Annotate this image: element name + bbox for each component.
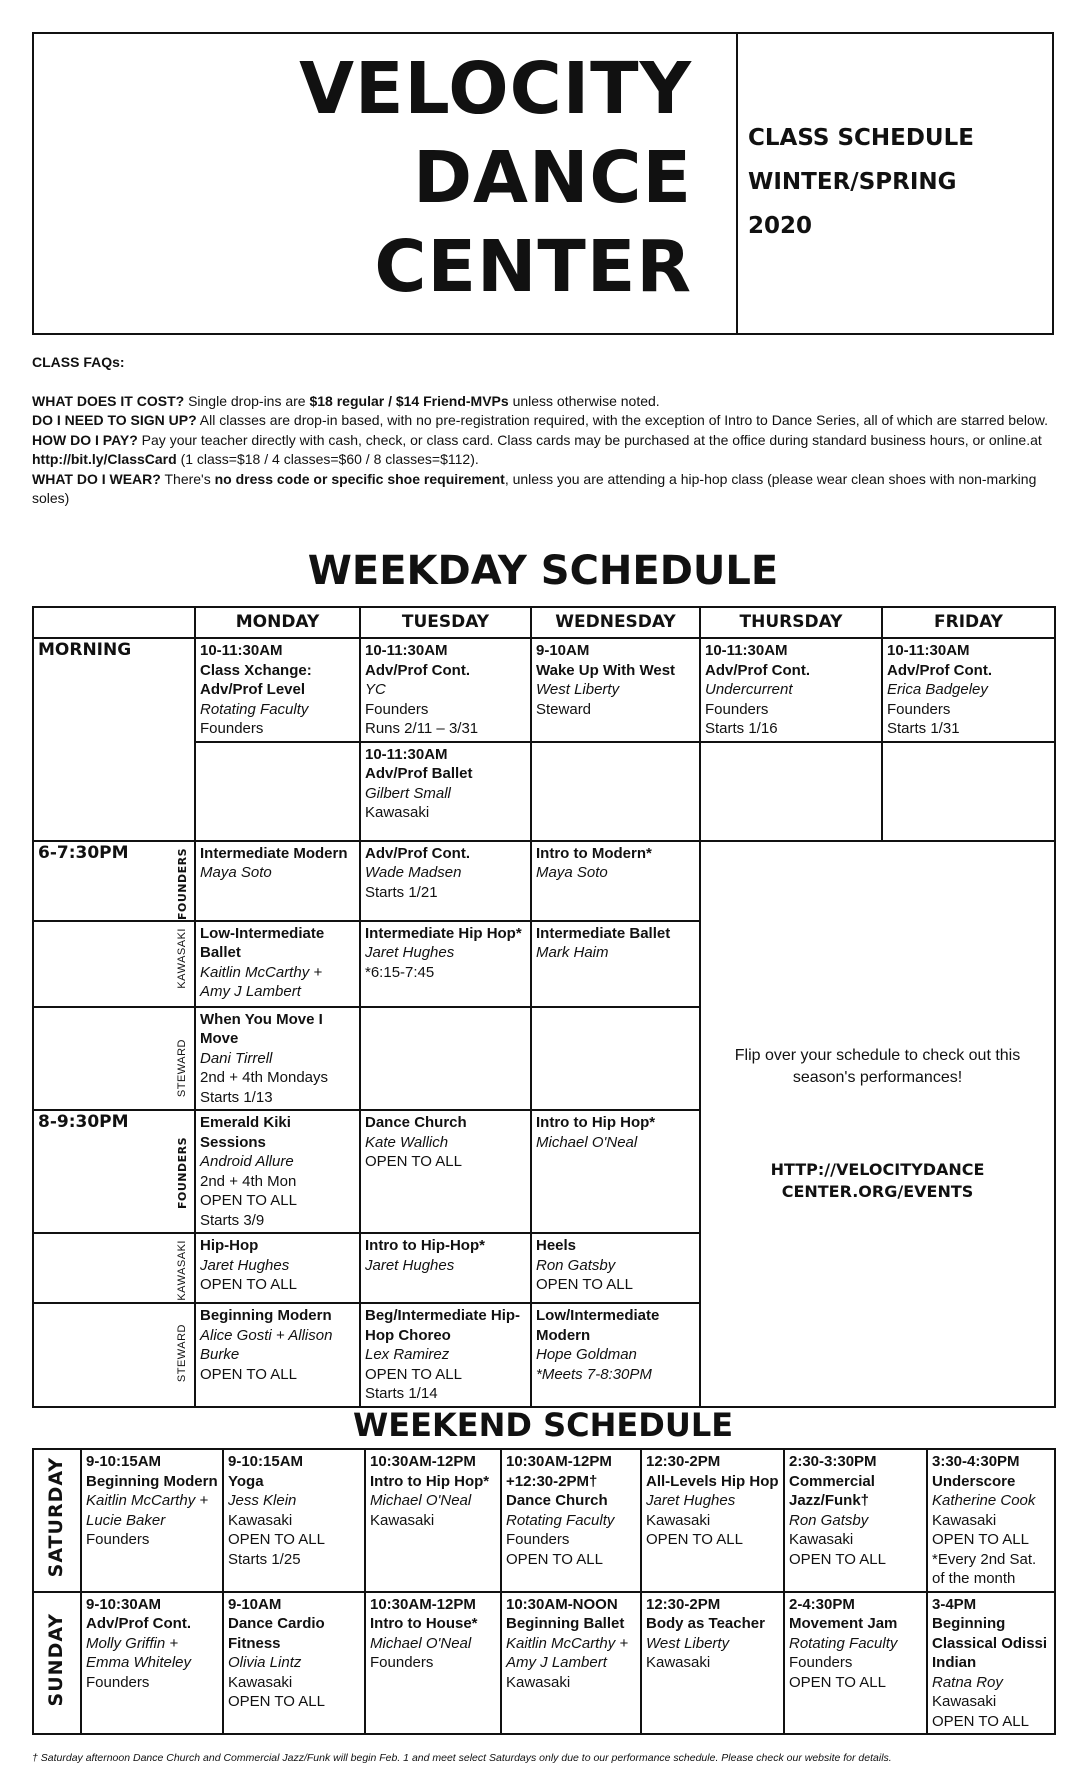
class-cell [360, 1303, 531, 1407]
class-name: When You Move I Move [200, 1010, 323, 1047]
instructor: Rotating Faculty [200, 700, 309, 718]
studio-label [173, 848, 193, 926]
class-cell [784, 1449, 927, 1592]
studio-row-label [33, 1233, 195, 1303]
day-header: THURSDAY [700, 607, 882, 638]
class-time: 9-10:15AM [228, 1453, 304, 1470]
class-cell [360, 1233, 531, 1303]
class-name: Low-Intermediate Ballet [200, 924, 325, 961]
day-header: TUESDAY [360, 607, 531, 638]
class-note: *6:15-7:45 [365, 963, 435, 981]
header-divider [736, 34, 738, 333]
class-cell [195, 1303, 360, 1407]
studio: Steward [536, 700, 592, 718]
instructor: Mark Haim [536, 944, 609, 961]
studio: Kawasaki [228, 1673, 293, 1691]
faq-question: WHAT DO I WEAR? [32, 470, 161, 487]
weekday-table [32, 606, 1056, 1408]
class-time: 10:30AM-12PM [370, 1453, 476, 1470]
instructor: Wade Madsen [365, 864, 462, 881]
class-cell [531, 841, 700, 921]
subtitle-line: WINTER/SPRING [748, 169, 957, 195]
class-name: Wake Up With West [536, 661, 676, 679]
class-name: Commercial Jazz/Funk† [789, 1472, 875, 1509]
studio: Kawasaki [789, 1531, 854, 1548]
class-time: 9-10AM [536, 642, 590, 659]
studio: Kawasaki [932, 1511, 997, 1529]
instructor: Ratna Roy [932, 1673, 1003, 1691]
instructor: Hope Goldman [536, 1346, 637, 1363]
studio: Founders [365, 700, 429, 718]
instructor: Alice Gosti + Allison Burke [200, 1326, 333, 1363]
class-note: Starts 1/25 [228, 1550, 301, 1568]
studio: Founders [86, 1531, 150, 1548]
studio-label [173, 1039, 193, 1103]
class-note: Starts 1/21 [365, 883, 438, 901]
class-cell [360, 742, 531, 841]
instructor: Kaitlin McCarthy + Amy J Lambert [506, 1634, 629, 1671]
instructor: Kaitlin McCarthy + Lucie Baker [86, 1492, 209, 1529]
class-time: 9-10AM [228, 1595, 282, 1613]
class-name: Intro to House* [370, 1615, 478, 1632]
studio: Founders [506, 1531, 570, 1548]
day-header: WEDNESDAY [531, 607, 700, 638]
studio: Founders [789, 1654, 853, 1671]
time-slot-label: MORNING [33, 638, 195, 841]
instructor: Molly Griffin + Emma Whiteley [86, 1634, 192, 1671]
weekend-title: WEEKEND SCHEDULE [352, 1406, 734, 1444]
time-slot-text: 6-7:30PM [38, 842, 129, 863]
class-time: 10-11:30AM [887, 642, 970, 659]
instructor: Katherine Cook [932, 1492, 1036, 1509]
class-cell [195, 841, 360, 921]
studio-row-label [33, 1007, 195, 1111]
class-name: Adv/Prof Cont. [705, 661, 810, 679]
weekend-table [32, 1448, 1056, 1735]
instructor: Michael O'Neal [370, 1634, 472, 1652]
instructor: Kaitlin McCarthy + Amy J Lambert [200, 963, 323, 1000]
studio-vertical: FOUNDERS [175, 1137, 189, 1210]
class-note: OPEN TO ALL [200, 1192, 297, 1209]
studio-label [173, 1240, 193, 1306]
class-note: OPEN TO ALL [536, 1276, 633, 1293]
empty-cell [882, 742, 1055, 841]
class-note: Starts 3/9 [200, 1211, 265, 1229]
faq-answer: unless otherwise noted. [508, 392, 660, 409]
class-name: Beg/Intermediate Hip-Hop Choreo [365, 1307, 521, 1344]
instructor: Maya Soto [200, 864, 272, 881]
class-cell [531, 1233, 700, 1303]
day-header: FRIDAY [882, 607, 1055, 638]
faq-question: DO I NEED TO SIGN UP? [32, 412, 197, 428]
instructor: Jaret Hughes [365, 944, 455, 961]
instructor: Erica Badgeley [887, 681, 988, 698]
class-note: OPEN TO ALL [646, 1531, 743, 1548]
class-name: Hip-Hop [200, 1237, 259, 1254]
class-note: OPEN TO ALL [200, 1365, 297, 1383]
empty-cell [700, 742, 882, 841]
footnote: † Saturday afternoon Dance Church and Commercial Jazz/Funk will begin Feb. 1 and meet select Saturdays only due to our performance schedule. Please check our website for details. [32, 1752, 892, 1764]
day-header: MONDAY [195, 607, 360, 638]
faq-item [32, 431, 1054, 470]
studio-vertical: STEWARD [175, 1039, 188, 1098]
class-cell [927, 1449, 1055, 1592]
studio: Kawasaki [646, 1511, 711, 1529]
brand-line: CENTER [374, 225, 692, 308]
class-time: 12:30-2PM [646, 1453, 721, 1470]
instructor: Michael O'Neal [370, 1492, 472, 1509]
time-slot-label [33, 841, 195, 921]
events-link[interactable]: HTTP://VELOCITYDANCE CENTER.ORG/EVENTS [770, 1159, 985, 1201]
class-cell [223, 1592, 365, 1735]
studio-label [173, 1137, 193, 1215]
class-note: OPEN TO ALL [228, 1693, 325, 1710]
class-name: Intermediate Modern [200, 844, 348, 862]
instructor: Dani Tirrell [200, 1049, 273, 1067]
subtitle-line: CLASS SCHEDULE [748, 125, 974, 151]
class-note: OPEN TO ALL [200, 1276, 297, 1293]
class-name: Low/Intermediate Modern [536, 1307, 660, 1344]
class-cell [360, 841, 531, 921]
class-note: OPEN TO ALL [365, 1365, 462, 1383]
empty-cell [531, 742, 700, 841]
studio-vertical: STEWARD [175, 1324, 188, 1383]
studio-label [173, 928, 193, 994]
class-name: Adv/Prof Cont. [86, 1615, 191, 1632]
class-time: 9-10:30AM [86, 1595, 162, 1613]
class-cell [360, 921, 531, 1007]
class-note: 2nd + 4th Mondays [200, 1069, 329, 1086]
faq-heading: CLASS FAQs: [32, 354, 125, 370]
class-note: OPEN TO ALL [506, 1550, 603, 1568]
class-cell [531, 1303, 700, 1407]
studio: Kawasaki [365, 804, 430, 821]
class-name: Intro to Hip-Hop* [365, 1237, 485, 1254]
class-cell [531, 638, 700, 742]
class-cell [81, 1592, 223, 1735]
weekday-title: WEEKDAY SCHEDULE [307, 548, 779, 594]
faq-link[interactable]: http://bit.ly/ClassCard [32, 451, 177, 467]
class-cell [927, 1592, 1055, 1735]
class-cell [195, 921, 360, 1007]
instructor: Maya Soto [536, 864, 608, 881]
class-cell [700, 638, 882, 742]
class-cell [501, 1449, 641, 1592]
faq-answer: All classes are drop-in based, with no pre-registration required, with the exception of Intro to Dance Series, all of which are starred below. [196, 412, 1048, 428]
faq-answer: Single drop-ins are [184, 392, 310, 409]
studio-vertical: FOUNDERS [175, 847, 189, 920]
class-time: 10-11:30AM [200, 642, 283, 659]
instructor: Lex Ramirez [365, 1346, 450, 1363]
class-name: Class Xchange: Adv/Prof Level [200, 661, 312, 698]
faq-question: WHAT DOES IT COST? [32, 392, 185, 409]
day-vertical: SUNDAY [45, 1613, 68, 1707]
faq-answer-bold: no dress code or specific shoe requirement [214, 470, 505, 487]
faq-item [32, 470, 1054, 509]
subtitle-line: 2020 [748, 213, 813, 239]
class-name: Dance Church [506, 1492, 608, 1509]
faq-question: HOW DO I PAY? [32, 431, 138, 448]
class-name: Intro to Modern* [536, 844, 652, 862]
instructor: Undercurrent [705, 681, 793, 698]
class-name: Body as Teacher [646, 1615, 765, 1632]
header-box [32, 32, 1054, 335]
class-cell [365, 1449, 501, 1592]
class-name: Movement Jam [789, 1615, 898, 1632]
class-cell [360, 638, 531, 742]
empty-cell [531, 1007, 700, 1111]
class-name: Adv/Prof Cont. [365, 661, 470, 679]
class-name: Beginning Ballet [506, 1615, 625, 1632]
class-note: OPEN TO ALL [228, 1531, 325, 1548]
time-slot-label [33, 1110, 195, 1233]
class-name: Emerald Kiki Sessions [200, 1114, 291, 1151]
class-cell [784, 1592, 927, 1735]
class-note: Starts 1/16 [705, 720, 778, 737]
class-note: OPEN TO ALL [365, 1153, 462, 1170]
studio: Founders [370, 1654, 434, 1671]
instructor: Ron Gatsby [789, 1511, 869, 1529]
instructor: Jess Klein [228, 1492, 297, 1509]
instructor: Rotating Faculty [789, 1634, 898, 1652]
class-name: Underscore [932, 1472, 1016, 1490]
class-cell [195, 1110, 360, 1233]
instructor: YC [365, 681, 386, 698]
faq-item [32, 411, 1054, 431]
class-note: Runs 2/11 – 3/31 [365, 720, 479, 737]
class-name: Adv/Prof Cont. [365, 844, 470, 862]
class-note: *Meets 7-8:30PM [536, 1365, 652, 1383]
class-time: 10:30AM-12PM +12:30-2PM† [506, 1453, 612, 1490]
class-time: 2:30-3:30PM [789, 1453, 877, 1470]
studio: Founders [705, 700, 769, 718]
schedule-subtitle [748, 116, 974, 248]
class-note: OPEN TO ALL [932, 1531, 1029, 1548]
instructor: Kate Wallich [365, 1133, 449, 1151]
class-time: 10-11:30AM [365, 745, 448, 763]
studio: Kawasaki [228, 1511, 293, 1529]
day-label-saturday [33, 1449, 81, 1592]
instructor: Jaret Hughes [200, 1256, 290, 1274]
faq-item [32, 392, 1054, 412]
studio-row-label [33, 921, 195, 1007]
studio: Founders [200, 720, 264, 737]
class-cell [195, 638, 360, 742]
studio-label [173, 1324, 193, 1388]
studio: Kawasaki [370, 1511, 435, 1529]
class-cell [360, 1110, 531, 1233]
class-note: Starts 1/13 [200, 1088, 273, 1106]
class-cell [195, 1233, 360, 1303]
studio: Kawasaki [932, 1693, 997, 1710]
class-time: 3:30-4:30PM [932, 1453, 1020, 1470]
class-cell [501, 1592, 641, 1735]
class-note: *Every 2nd Sat. of the month [932, 1550, 1037, 1587]
class-cell [195, 1007, 360, 1111]
class-note: Starts 1/31 [887, 720, 960, 737]
class-cell [81, 1449, 223, 1592]
class-name: Adv/Prof Cont. [887, 661, 992, 679]
brand-title [132, 44, 692, 311]
promo-text: Flip over your schedule to check out this season's performances! [734, 1046, 1021, 1086]
class-name: Yoga [228, 1472, 264, 1490]
instructor: Michael O'Neal [536, 1133, 638, 1151]
instructor: West Liberty [646, 1634, 730, 1652]
studio: Founders [86, 1673, 150, 1691]
class-time: 3-4PM [932, 1595, 977, 1613]
brand-line: DANCE [413, 136, 692, 219]
class-name: Beginning Modern [86, 1472, 218, 1490]
class-name: Intermediate Ballet [536, 924, 671, 942]
class-time: 10:30AM-NOON [506, 1595, 618, 1613]
class-time: 10:30AM-12PM [370, 1595, 476, 1613]
studio: Kawasaki [646, 1654, 711, 1671]
class-name: Dance Cardio Fitness [228, 1615, 325, 1652]
empty-cell [195, 742, 360, 841]
class-name: Intro to Hip Hop* [370, 1472, 490, 1490]
class-time: 12:30-2PM [646, 1595, 721, 1613]
faq-answer: There's [160, 470, 215, 487]
studio-vertical: KAWASAKI [175, 927, 188, 989]
class-name: All-Levels Hip Hop [646, 1472, 779, 1490]
class-time: 2-4:30PM [789, 1595, 855, 1613]
studio: Founders [887, 700, 951, 718]
instructor: Olivia Lintz [228, 1654, 302, 1671]
instructor: Rotating Faculty [506, 1511, 615, 1529]
class-note: 2nd + 4th Mon [200, 1172, 297, 1190]
class-note: Starts 1/14 [365, 1385, 438, 1402]
instructor: Jaret Hughes [365, 1256, 455, 1274]
class-time: 10-11:30AM [705, 642, 788, 659]
class-note: OPEN TO ALL [789, 1673, 886, 1691]
class-time: 10-11:30AM [365, 642, 448, 659]
instructor: Ron Gatsby [536, 1256, 616, 1274]
empty-cell [360, 1007, 531, 1111]
instructor: West Liberty [536, 681, 620, 698]
class-name: Heels [536, 1237, 577, 1254]
brand-line: VELOCITY [299, 47, 692, 130]
class-cell [641, 1449, 784, 1592]
performances-promo [700, 841, 1055, 1407]
class-cell [223, 1449, 365, 1592]
class-name: Beginning Classical Odissi Indian [932, 1615, 1048, 1671]
faq-answer-bold: $18 regular / $14 Friend-MVPs [309, 392, 509, 409]
studio-vertical: KAWASAKI [175, 1240, 188, 1301]
class-cell [641, 1592, 784, 1735]
faq-answer: (1 class=$18 / 4 classes=$60 / 8 classes=$112). [176, 451, 479, 467]
instructor: Android Allure [200, 1153, 294, 1170]
studio-row-label [33, 1303, 195, 1407]
class-name: Intermediate Hip Hop* [365, 924, 522, 942]
time-slot-text: 8-9:30PM [38, 1112, 129, 1132]
class-name: Adv/Prof Ballet [365, 765, 473, 782]
day-label-sunday [33, 1592, 81, 1735]
class-time: 9-10:15AM [86, 1453, 162, 1470]
class-name: Beginning Modern [200, 1307, 332, 1324]
class-cell [365, 1592, 501, 1735]
class-cell [531, 921, 700, 1007]
studio: Kawasaki [506, 1673, 571, 1691]
class-note: OPEN TO ALL [789, 1550, 886, 1568]
faq-section [32, 353, 1054, 509]
class-cell [882, 638, 1055, 742]
class-name: Dance Church [365, 1114, 467, 1131]
instructor: Jaret Hughes [646, 1492, 736, 1509]
faq-answer: , unless you are attending a hip-hop class (please wear clean shoes with non-marking soles) [32, 470, 1037, 506]
instructor: Gilbert Small [365, 784, 451, 802]
corner-cell [33, 607, 195, 638]
class-name: Intro to Hip Hop* [536, 1114, 656, 1131]
class-cell [531, 1110, 700, 1233]
day-vertical: SATURDAY [45, 1457, 68, 1578]
faq-answer: Pay your teacher directly with cash, check, or class card. Class cards may be purchased at the office during standard business hours, or online.at [137, 431, 1042, 448]
class-note: OPEN TO ALL [932, 1712, 1029, 1730]
